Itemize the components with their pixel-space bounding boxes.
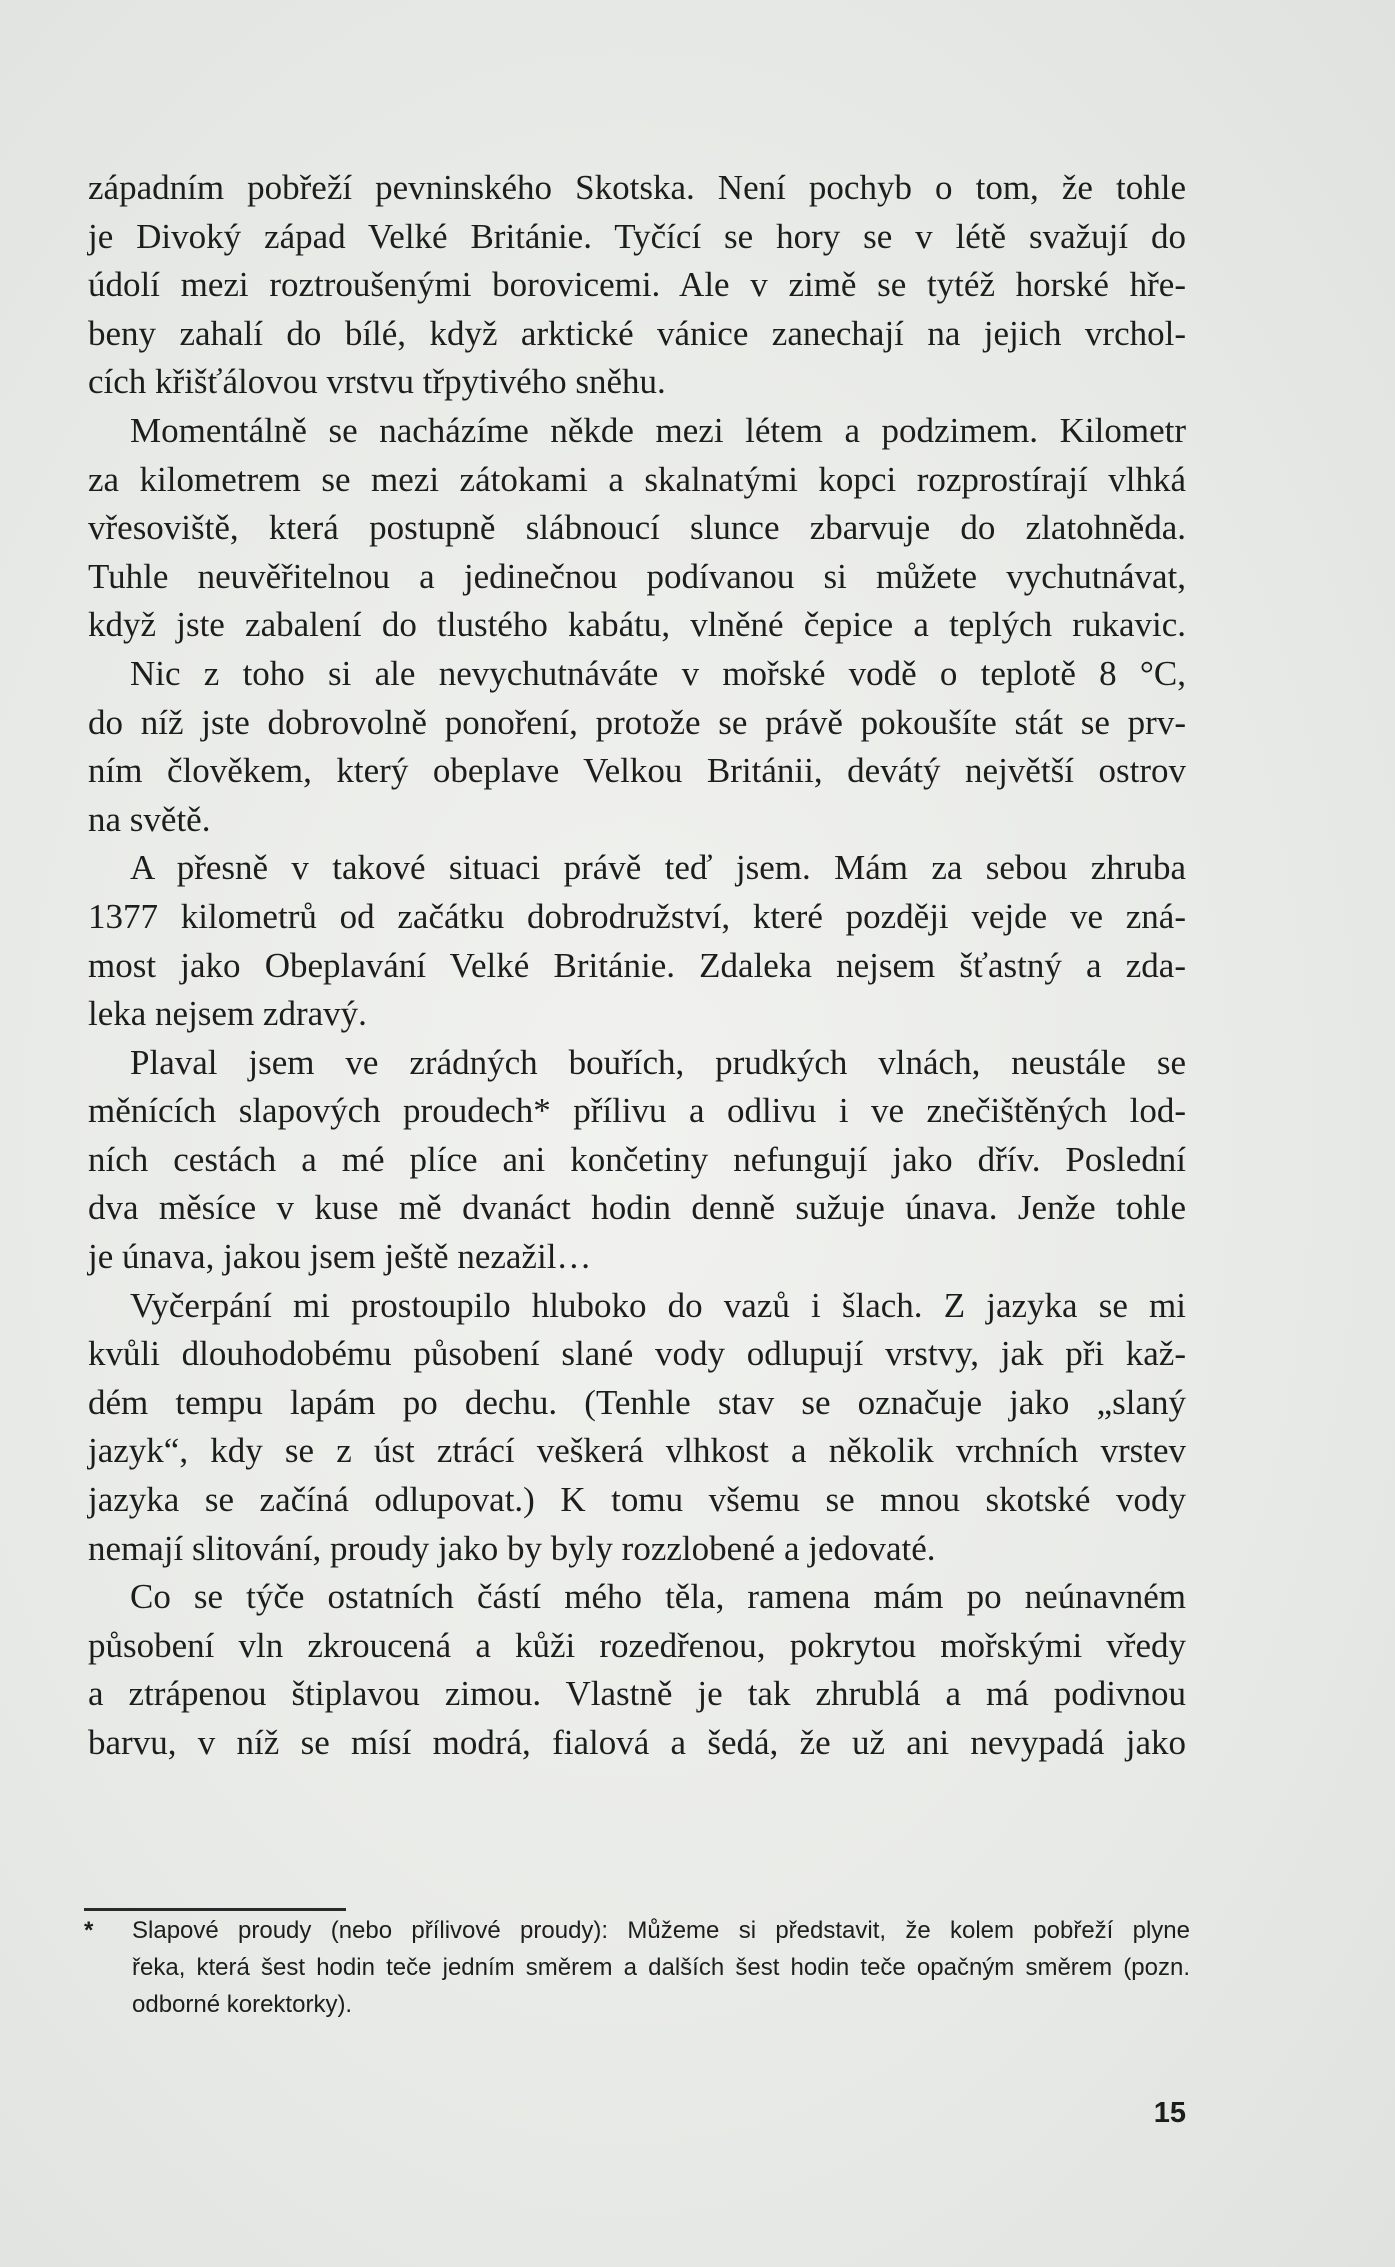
text-line: do níž jste dobrovolně ponoření, protože se právě pokoušíte stát se prv-	[88, 702, 1186, 742]
text-line: beny zahalí do bílé, když arktické vánice zanechají na jejich vrchol-	[88, 313, 1186, 353]
text-line: a ztrápenou štiplavou zimou. Vlastně je tak zhrublá a má podivnou	[88, 1674, 1186, 1714]
footnote	[84, 1912, 1190, 2023]
footnote-divider	[84, 1908, 346, 1911]
text-line: působení vln zkroucená a kůži rozedřenou, pokrytou mořskými vředy	[88, 1625, 1186, 1665]
text-line: je únava, jakou jsem ještě nezažil…	[88, 1237, 592, 1277]
text-line: most jako Obeplavání Velké Británie. Zdaleka nejsem šťastný a zda-	[88, 945, 1186, 985]
body-text	[88, 164, 1186, 1768]
text-line: údolí mezi roztroušenými borovicemi. Ale v zimě se tytéž horské hře-	[88, 265, 1186, 305]
text-line: jazyka se začíná odlupovat.) K tomu všemu se mnou skotské vody	[88, 1480, 1186, 1520]
text-line: nemají slitování, proudy jako by byly rozzlobené a jedovaté.	[88, 1528, 936, 1568]
text-line: Tuhle neuvěřitelnou a jedinečnou podívanou si můžete vychutnávat,	[88, 556, 1186, 596]
text-line: jazyk“, kdy se z úst ztrácí veškerá vlhkost a několik vrchních vrstev	[88, 1431, 1186, 1471]
text-line: vřesoviště, která postupně slábnoucí slunce zbarvuje do zlatohněda.	[88, 508, 1186, 548]
text-line: dva měsíce v kuse mě dvanáct hodin denně sužuje únava. Jenže tohle	[88, 1188, 1186, 1228]
text-line: měnících slapových proudech* přílivu a odlivu i ve znečištěných lod-	[88, 1091, 1186, 1131]
text-line: Co se týče ostatních částí mého těla, ramena mám po neúnavném	[130, 1577, 1186, 1617]
text-line: dém tempu lapám po dechu. (Tenhle stav se označuje jako „slaný	[88, 1382, 1186, 1422]
page-number: 15	[1153, 2097, 1186, 2129]
text-line: Momentálně se nacházíme někde mezi létem a podzimem. Kilometr	[130, 410, 1186, 450]
text-line: na světě.	[88, 799, 211, 839]
text-line: když jste zabalení do tlustého kabátu, vlněné čepice a teplých rukavic.	[88, 605, 1186, 645]
text-line: za kilometrem se mezi zátokami a skalnatými kopci rozprostírají vlhká	[88, 459, 1186, 499]
text-line: ních cestách a mé plíce ani končetiny nefungují jako dřív. Poslední	[88, 1139, 1186, 1179]
text-line: Nic z toho si ale nevychutnáváte v mořské vodě o teplotě 8 °C,	[130, 653, 1186, 693]
text-line: kvůli dlouhodobému působení slané vody odlupují vrstvy, jak při kaž-	[88, 1334, 1186, 1374]
text-line: západním pobřeží pevninského Skotska. Není pochyb o tom, že tohle	[88, 168, 1186, 207]
footnote-line: Slapové proudy (nebo přílivové proudy): Můžeme si představit, že kolem pobřeží plyne	[132, 1917, 1190, 1944]
text-line: leka nejsem zdravý.	[88, 994, 367, 1034]
footnote-line: řeka, která šest hodin teče jedním směrem a dalších šest hodin teče opačným směrem (pozn.	[132, 1954, 1190, 1981]
text-line: Plaval jsem ve zrádných bouřích, prudkých vlnách, neustále se	[130, 1042, 1186, 1082]
footnote-line: odborné korektorky).	[132, 1991, 353, 2018]
text-line: ním člověkem, který obeplave Velkou Británii, devátý největší ostrov	[88, 751, 1186, 791]
text-line: 1377 kilometrů od začátku dobrodružství, které později vejde ve zná-	[88, 896, 1186, 936]
footnote-marker: *	[84, 1917, 94, 1944]
text-line: je Divoký západ Velké Británie. Tyčící se hory se v létě svažují do	[88, 216, 1186, 256]
text-line: Vyčerpání mi prostoupilo hluboko do vazů i šlach. Z jazyka se mi	[130, 1285, 1186, 1325]
text-line: A přesně v takové situaci právě teď jsem. Mám za sebou zhruba	[130, 848, 1186, 888]
text-line: barvu, v níž se mísí modrá, fialová a šedá, že už ani nevypadá jako	[88, 1723, 1186, 1762]
text-line: cích křišťálovou vrstvu třpytivého sněhu.	[88, 362, 666, 402]
